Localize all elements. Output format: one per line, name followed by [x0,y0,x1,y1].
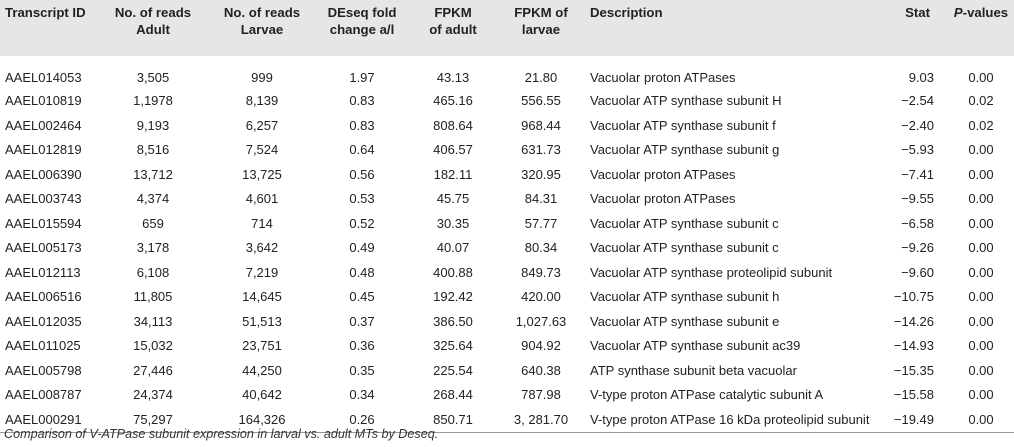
table-row [0,310,1014,335]
header-stat: Stat [905,5,930,20]
cell-fold-change: 0.26 [349,411,375,427]
cell-fold-change: 0.35 [349,362,375,378]
cell-description: V-type proton ATPase catalytic subunit A [590,387,824,403]
cell-p-value: 0.00 [968,362,994,378]
cell-fold-change: 0.56 [349,166,375,182]
cell-description: Vacuolar proton ATPases [590,191,736,207]
cell-fpkm-larvae: 80.34 [524,240,558,256]
cell-p-value: 0.02 [968,117,994,133]
cell-transcript-id: AAEL000291 [5,411,82,427]
cell-p-value: 0.00 [968,69,994,85]
cell-transcript-id: AAEL012819 [5,142,82,158]
cell-reads-adult: 75,297 [133,411,173,427]
table-row [0,334,1014,359]
cell-fpkm-larvae: 21.80 [524,69,558,85]
cell-fpkm-adult: 45.75 [436,191,470,207]
cell-fpkm-larvae: 57.77 [524,215,558,231]
cell-fpkm-larvae: 968.44 [521,117,561,133]
cell-fold-change: 0.45 [349,289,375,305]
cell-fold-change: 0.48 [349,264,375,280]
cell-fpkm-adult: 808.64 [433,117,473,133]
cell-fold-change: 0.34 [349,387,375,403]
cell-transcript-id: AAEL002464 [5,117,82,133]
cell-fold-change: 0.83 [349,93,375,109]
header-row [0,0,1014,56]
cell-fpkm-adult: 30.35 [436,215,470,231]
cell-transcript-id: AAEL005798 [5,362,82,378]
cell-reads-larvae: 23,751 [242,338,282,354]
table-caption: Comparison of V-ATPase subunit expression in larval vs. adult MTs by Deseq. [4,427,439,441]
table-row [0,383,1014,408]
cell-fpkm-larvae: 640.38 [521,362,561,378]
table-row [0,114,1014,139]
table-row [0,359,1014,384]
cell-description: Vacuolar ATP synthase subunit H [590,93,782,109]
table-header [0,0,1014,56]
cell-p-value: 0.00 [968,387,994,403]
cell-fpkm-adult: 400.88 [433,264,473,280]
cell-fpkm-larvae: 631.73 [521,142,561,158]
cell-description: Vacuolar ATP synthase subunit g [590,142,780,158]
cell-stat: −14.26 [893,313,934,329]
cell-stat: −15.35 [893,362,934,378]
cell-fpkm-adult: 43.13 [436,69,470,85]
header-p-values: P-values [953,5,1009,20]
cell-reads-adult: 1,1978 [133,93,173,109]
cell-description: ATP synthase subunit beta vacuolar [590,362,797,378]
cell-stat: −6.58 [901,215,934,231]
cell-description: Vacuolar ATP synthase subunit h [590,289,780,305]
cell-fold-change: 0.36 [349,338,375,354]
cell-stat: 9.03 [908,69,934,85]
cell-p-value: 0.00 [968,289,994,305]
table-row [0,212,1014,237]
cell-description: Vacuolar ATP synthase subunit ac39 [590,338,801,354]
cell-reads-larvae: 51,513 [242,313,282,329]
cell-reads-adult: 13,712 [133,166,173,182]
cell-p-value: 0.00 [968,215,994,231]
cell-reads-adult: 3,505 [136,69,170,85]
cell-description: Vacuolar ATP synthase proteolipid subunit [590,264,833,280]
cell-description: Vacuolar proton ATPases [590,69,736,85]
header-fpkm-larvae: FPKM of larvae [514,5,568,37]
cell-reads-larvae: 164,326 [238,411,286,427]
cell-reads-larvae: 14,645 [242,289,282,305]
cell-fpkm-adult: 268.44 [433,387,473,403]
cell-stat: −2.40 [901,117,934,133]
cell-stat: −7.41 [901,166,934,182]
table-body [0,56,1014,432]
cell-fpkm-adult: 406.57 [433,142,473,158]
cell-fpkm-larvae: 849.73 [521,264,561,280]
cell-fpkm-larvae: 904.92 [521,338,561,354]
cell-transcript-id: AAEL008787 [5,387,82,403]
cell-description: V-type proton ATPase 16 kDa proteolipid subunit [590,411,870,427]
table-row [0,163,1014,188]
cell-fold-change: 0.64 [349,142,375,158]
cell-stat: −10.75 [893,289,934,305]
header-reads-larvae: No. of reads Larvae [223,5,301,37]
cell-transcript-id: AAEL011025 [5,338,81,354]
table-row [0,187,1014,212]
cell-transcript-id: AAEL006390 [5,166,82,182]
cell-reads-adult: 3,178 [136,240,170,256]
cell-fpkm-larvae: 3, 281.70 [513,411,569,427]
cell-reads-larvae: 714 [251,215,273,231]
cell-reads-adult: 8,516 [136,142,170,158]
cell-reads-adult: 659 [142,215,164,231]
cell-stat: −9.55 [901,191,934,207]
cell-reads-larvae: 44,250 [242,362,282,378]
cell-p-value: 0.00 [968,411,994,427]
cell-reads-adult: 15,032 [133,338,173,354]
cell-reads-adult: 27,446 [133,362,173,378]
cell-fpkm-adult: 182.11 [433,166,473,182]
cell-p-value: 0.00 [968,338,994,354]
cell-transcript-id: AAEL014053 [5,69,82,85]
table-row [0,261,1014,286]
cell-fold-change: 0.37 [349,313,375,329]
cell-description: Vacuolar ATP synthase subunit f [590,117,776,133]
cell-transcript-id: AAEL006516 [5,289,82,305]
cell-fold-change: 0.52 [349,215,375,231]
cell-fpkm-larvae: 320.95 [521,166,561,182]
table-row [0,236,1014,261]
cell-stat: −9.60 [901,264,934,280]
cell-p-value: 0.00 [968,142,994,158]
cell-fold-change: 0.83 [349,117,375,133]
cell-reads-larvae: 40,642 [242,387,282,403]
cell-p-value: 0.00 [968,313,994,329]
cell-transcript-id: AAEL015594 [5,215,82,231]
cell-fpkm-larvae: 787.98 [521,387,561,403]
cell-description: Vacuolar ATP synthase subunit e [590,313,780,329]
cell-transcript-id: AAEL012113 [5,264,81,280]
cell-description: Vacuolar ATP synthase subunit c [590,215,779,231]
cell-transcript-id: AAEL010819 [5,93,82,109]
cell-description: Vacuolar proton ATPases [590,166,736,182]
cell-fpkm-adult: 850.71 [433,411,473,427]
cell-fpkm-adult: 325.64 [433,338,473,354]
cell-stat: −5.93 [901,142,934,158]
cell-reads-adult: 4,374 [136,191,170,207]
table-row [0,56,1014,89]
cell-reads-adult: 9,193 [136,117,170,133]
cell-fold-change: 0.49 [349,240,375,256]
cell-reads-larvae: 6,257 [245,117,279,133]
header-transcript-id: Transcript ID [5,5,86,20]
cell-p-value: 0.02 [968,93,994,109]
cell-reads-larvae: 999 [251,69,273,85]
cell-stat: −9.26 [901,240,934,256]
cell-description: Vacuolar ATP synthase subunit c [590,240,779,256]
cell-fpkm-adult: 465.16 [433,93,473,109]
header-fold-change: DEseq fold change a/l [327,5,397,37]
cell-fold-change: 0.53 [349,191,375,207]
cell-reads-larvae: 8,139 [245,93,279,109]
cell-fpkm-adult: 225.54 [433,362,473,378]
table-row [0,89,1014,114]
cell-transcript-id: AAEL012035 [5,313,82,329]
cell-fpkm-larvae: 1,027.63 [515,313,567,329]
cell-reads-larvae: 3,642 [245,240,279,256]
cell-reads-adult: 24,374 [133,387,173,403]
cell-fpkm-larvae: 556.55 [521,93,561,109]
cell-reads-adult: 34,113 [133,313,173,329]
cell-reads-larvae: 4,601 [245,191,279,207]
cell-stat: −15.58 [893,387,934,403]
cell-fpkm-adult: 386.50 [433,313,473,329]
cell-p-value: 0.00 [968,166,994,182]
header-description: Description [590,5,663,20]
cell-p-value: 0.00 [968,264,994,280]
cell-reads-larvae: 7,524 [245,142,279,158]
cell-reads-adult: 6,108 [136,264,170,280]
cell-fpkm-adult: 40.07 [436,240,470,256]
cell-transcript-id: AAEL003743 [5,191,82,207]
cell-transcript-id: AAEL005173 [5,240,82,256]
cell-reads-adult: 11,805 [133,289,173,305]
cell-reads-larvae: 13,725 [242,166,282,182]
cell-fold-change: 1.97 [349,69,375,85]
cell-reads-larvae: 7,219 [245,264,279,280]
table-row [0,285,1014,310]
cell-stat: −14.93 [893,338,934,354]
header-fpkm-adult: FPKM of adult [429,5,477,37]
cell-fpkm-larvae: 420.00 [521,289,561,305]
cell-p-value: 0.00 [968,240,994,256]
header-reads-adult: No. of reads Adult [114,5,192,37]
table-row [0,138,1014,163]
cell-p-value: 0.00 [968,191,994,207]
cell-stat: −2.54 [901,93,934,109]
cell-stat: −19.49 [893,411,934,427]
cell-fpkm-adult: 192.42 [433,289,473,305]
cell-fpkm-larvae: 84.31 [524,191,558,207]
